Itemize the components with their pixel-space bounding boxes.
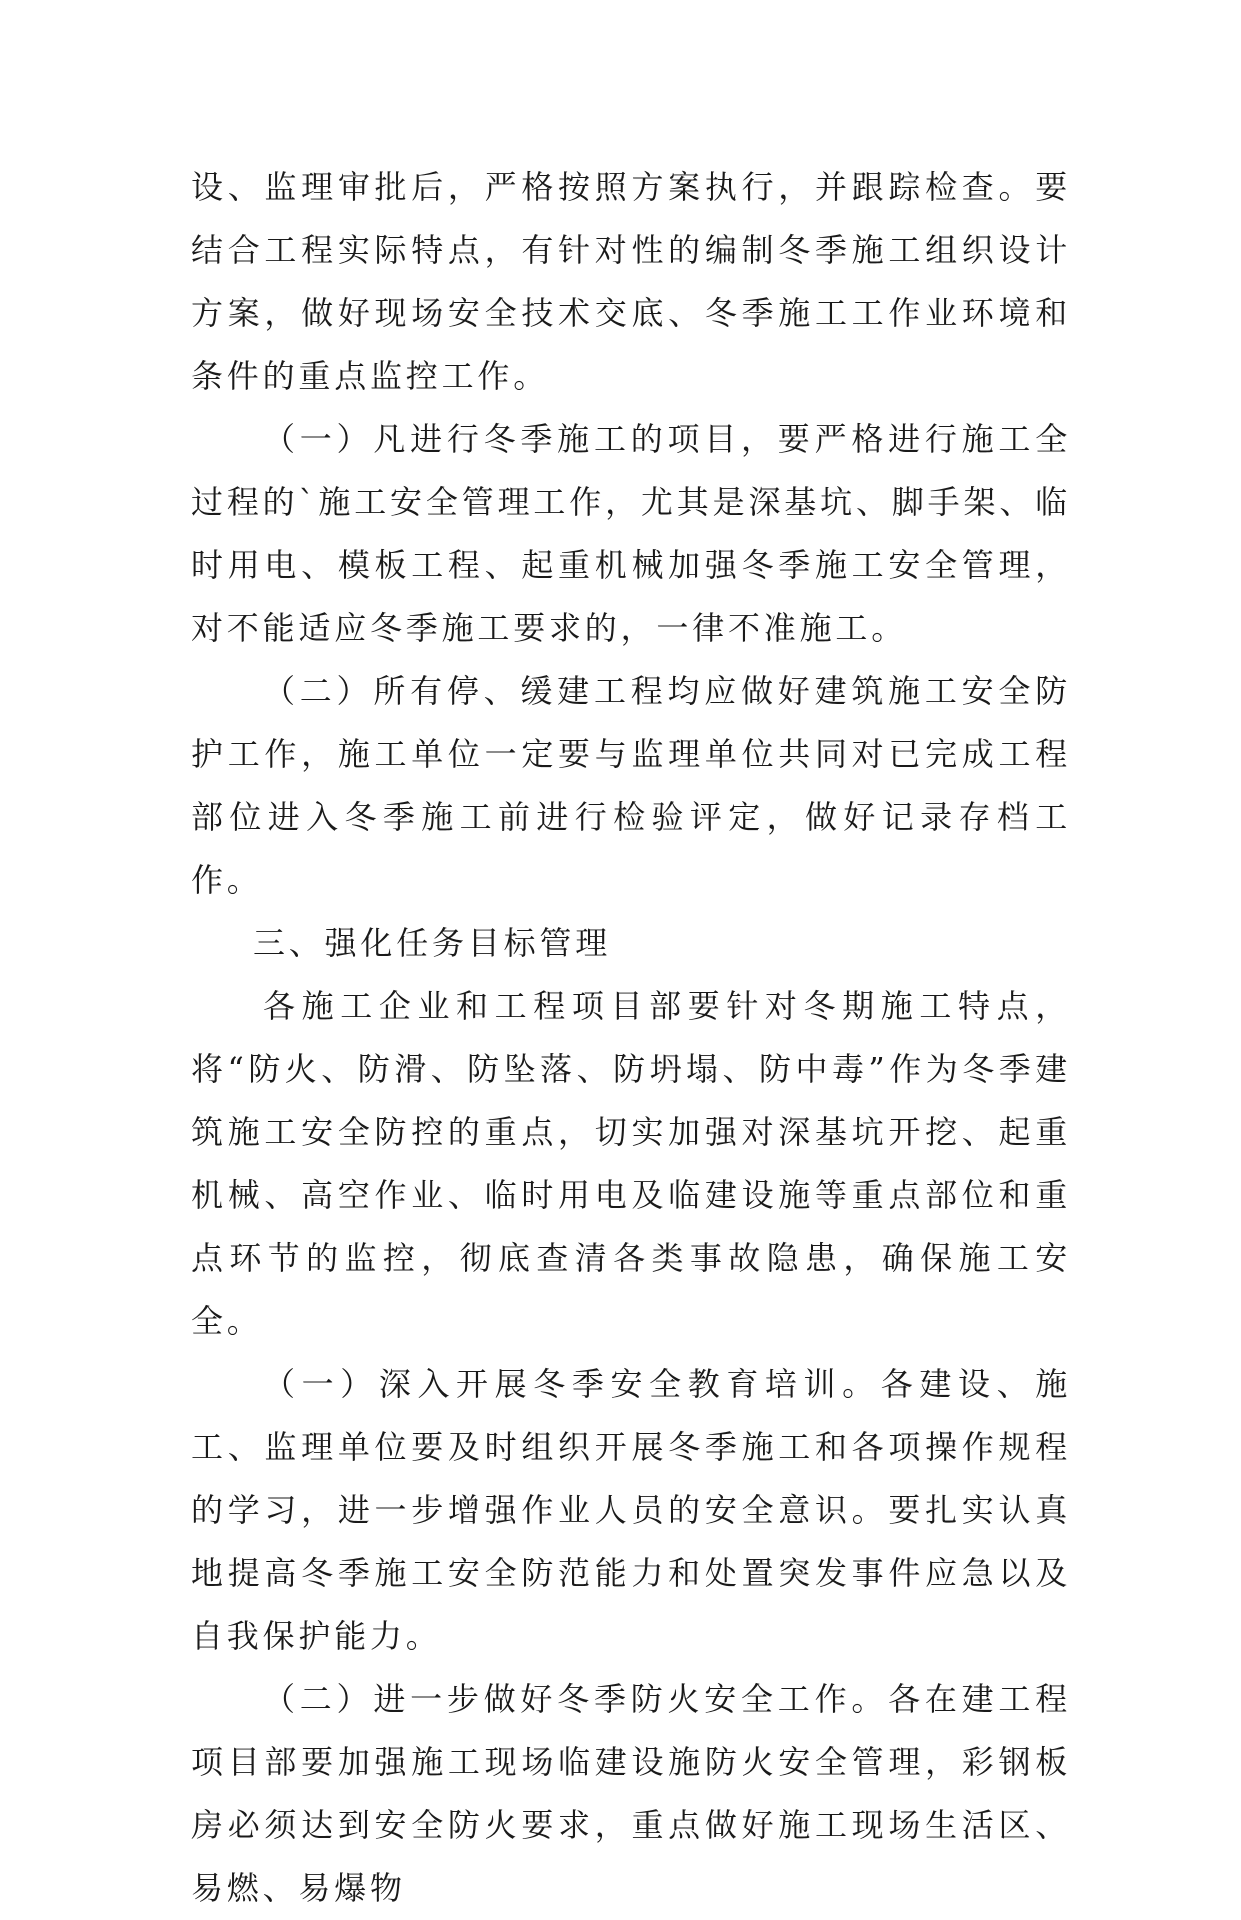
section-heading-3: 三、强化任务目标管理: [253, 924, 612, 962]
paragraph-item-2-suspended-projects: （二）所有停、缓建工程均应做好建筑施工安全防护工作，施工单位一定要与监理单位共同对已完成工程部位进入冬季施工前进行检验评定，做好记录存档工作。: [191, 672, 1071, 899]
document-body: [191, 156, 1071, 1920]
paragraph-continuation: 设、监理审批后，严格按照方案执行，并跟踪检查。要结合工程实际特点，有针对性的编制冬季施工组织设计方案，做好现场安全技术交底、冬季施工工作业环境和条件的重点监控工作。: [191, 168, 1071, 395]
paragraph-item-1-winter-construction: （一）凡进行冬季施工的项目，要严格进行施工全过程的`施工安全管理工作，尤其是深基坑、脚手架、临时用电、模板工程、起重机械加强冬季施工安全管理，对不能适应冬季施工要求的，一律不准施工。: [191, 420, 1071, 647]
paragraph-item-2-fire-safety: （二）进一步做好冬季防火安全工作。各在建工程项目部要加强施工现场临建设施防火安全管理，彩钢板房必须达到安全防火要求，重点做好施工现场生活区、易燃、易爆物: [191, 1680, 1071, 1907]
paragraph-target-management: 各施工企业和工程项目部要针对冬期施工特点，将“防火、防滑、防坠落、防坍塌、防中毒”作为冬季建筑施工安全防控的重点，切实加强对深基坑开挖、起重机械、高空作业、临时用电及临建设施等重点部位和重点环节的监控，彻底查清各类事故隐患，确保施工安全。: [191, 987, 1071, 1340]
paragraph-item-1-safety-training: （一）深入开展冬季安全教育培训。各建设、施工、监理单位要及时组织开展冬季施工和各项操作规程的学习，进一步增强作业人员的安全意识。要扎实认真地提高冬季施工安全防范能力和处置突发事件应急以及自我保护能力。: [191, 1365, 1071, 1655]
